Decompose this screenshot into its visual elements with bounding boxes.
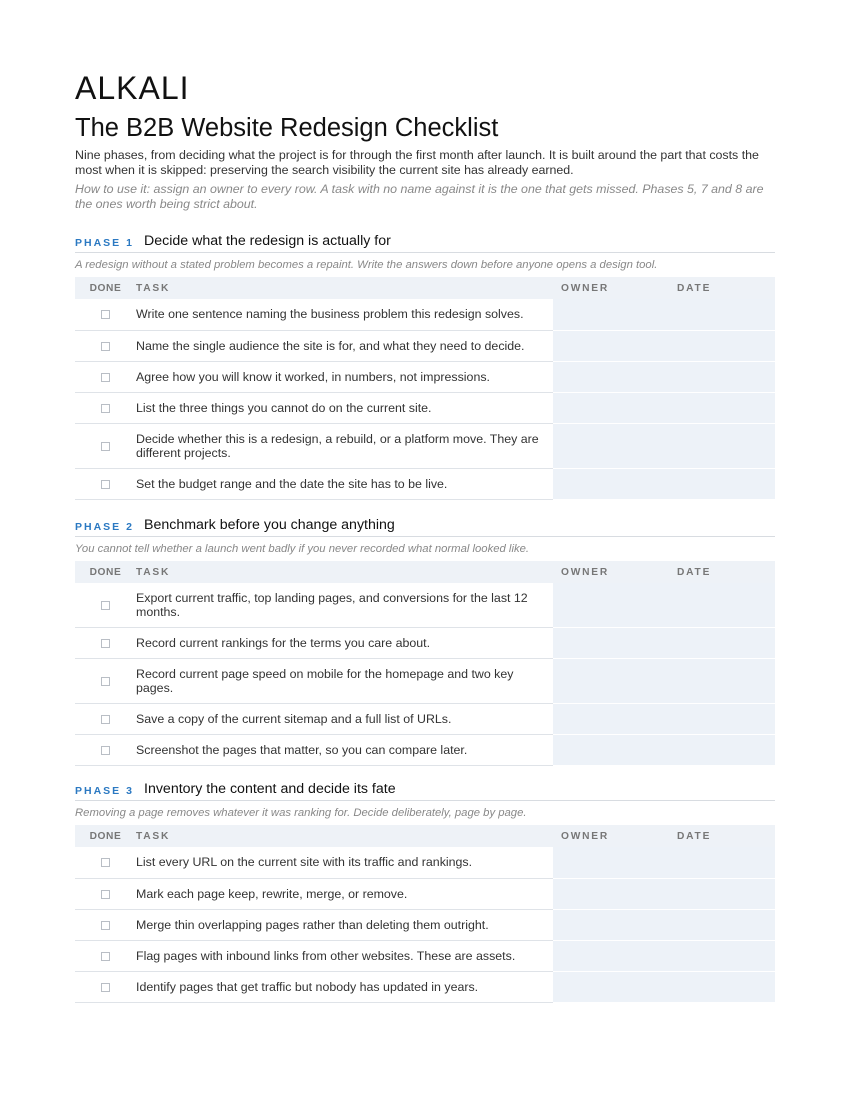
table-row bbox=[75, 878, 775, 909]
done-checkbox[interactable] bbox=[101, 715, 110, 724]
brand-logo: ALKALI bbox=[75, 70, 190, 106]
column-header-done: DONE bbox=[75, 561, 136, 583]
date-field[interactable] bbox=[669, 847, 775, 878]
task-text: Merge thin overlapping pages rather than deleting them outright. bbox=[136, 909, 553, 940]
task-text: List every URL on the current site with its traffic and rankings. bbox=[136, 847, 553, 878]
task-text: List the three things you cannot do on the current site. bbox=[136, 392, 553, 423]
done-cell bbox=[75, 628, 136, 659]
owner-field[interactable] bbox=[553, 299, 669, 330]
owner-field[interactable] bbox=[553, 704, 669, 735]
owner-field[interactable] bbox=[553, 847, 669, 878]
date-field[interactable] bbox=[669, 628, 775, 659]
date-field[interactable] bbox=[669, 583, 775, 628]
phase-label: PHASE 2 bbox=[75, 521, 134, 533]
table-row bbox=[75, 299, 775, 330]
column-header-task: TASK bbox=[136, 561, 553, 583]
task-text: Record current rankings for the terms you care about. bbox=[136, 628, 553, 659]
table-header-row bbox=[75, 277, 775, 299]
column-header-date: DATE bbox=[669, 561, 775, 583]
done-cell bbox=[75, 361, 136, 392]
column-header-date: DATE bbox=[669, 277, 775, 299]
date-field[interactable] bbox=[669, 468, 775, 499]
done-checkbox[interactable] bbox=[101, 404, 110, 413]
table-row bbox=[75, 583, 775, 628]
table-row bbox=[75, 628, 775, 659]
done-checkbox[interactable] bbox=[101, 921, 110, 930]
date-field[interactable] bbox=[669, 909, 775, 940]
task-text: Name the single audience the site is for, and what they need to decide. bbox=[136, 330, 553, 361]
date-field[interactable] bbox=[669, 423, 775, 468]
date-field[interactable] bbox=[669, 299, 775, 330]
phase-label: PHASE 3 bbox=[75, 785, 134, 797]
task-text: Write one sentence naming the business problem this redesign solves. bbox=[136, 299, 553, 330]
phase-title: Decide what the redesign is actually for bbox=[144, 233, 391, 249]
table-row bbox=[75, 361, 775, 392]
phase-section bbox=[75, 232, 775, 500]
table-row bbox=[75, 423, 775, 468]
task-text: Record current page speed on mobile for the homepage and two key pages. bbox=[136, 659, 553, 704]
done-cell bbox=[75, 659, 136, 704]
task-text: Export current traffic, top landing pages, and conversions for the last 12 months. bbox=[136, 583, 553, 628]
done-cell bbox=[75, 583, 136, 628]
done-checkbox[interactable] bbox=[101, 310, 110, 319]
date-field[interactable] bbox=[669, 361, 775, 392]
done-cell bbox=[75, 468, 136, 499]
column-header-date: DATE bbox=[669, 825, 775, 847]
table-row bbox=[75, 847, 775, 878]
phase-note: A redesign without a stated problem becomes a repaint. Write the answers down before anyone opens a design tool. bbox=[75, 259, 658, 271]
done-cell bbox=[75, 299, 136, 330]
task-text: Identify pages that get traffic but nobody has updated in years. bbox=[136, 971, 553, 1002]
page-title: The B2B Website Redesign Checklist bbox=[75, 114, 499, 142]
task-text: Save a copy of the current sitemap and a full list of URLs. bbox=[136, 704, 553, 735]
phase-note: Removing a page removes whatever it was ranking for. Decide deliberately, page by page. bbox=[75, 807, 527, 819]
owner-field[interactable] bbox=[553, 628, 669, 659]
phase-header bbox=[75, 232, 775, 253]
table-row bbox=[75, 330, 775, 361]
done-cell bbox=[75, 392, 136, 423]
column-header-owner: OWNER bbox=[553, 561, 669, 583]
table-row bbox=[75, 909, 775, 940]
intro-text: Nine phases, from deciding what the project is for through the first month after launch. It is built around the part that costs the most when it is skipped: preserving the search visibility the current site has already earned. bbox=[75, 148, 759, 177]
column-header-done: DONE bbox=[75, 825, 136, 847]
table-header-row bbox=[75, 825, 775, 847]
owner-field[interactable] bbox=[553, 468, 669, 499]
owner-field[interactable] bbox=[553, 971, 669, 1002]
column-header-task: TASK bbox=[136, 825, 553, 847]
phase-section bbox=[75, 516, 775, 766]
done-cell bbox=[75, 735, 136, 766]
phase-title: Inventory the content and decide its fate bbox=[144, 781, 396, 797]
table-header-row bbox=[75, 561, 775, 583]
date-field[interactable] bbox=[669, 878, 775, 909]
task-table bbox=[75, 277, 775, 500]
table-row bbox=[75, 468, 775, 499]
table-row bbox=[75, 704, 775, 735]
table-row bbox=[75, 392, 775, 423]
done-checkbox[interactable] bbox=[101, 373, 110, 382]
owner-field[interactable] bbox=[553, 735, 669, 766]
task-table bbox=[75, 825, 775, 1003]
date-field[interactable] bbox=[669, 940, 775, 971]
column-header-owner: OWNER bbox=[553, 277, 669, 299]
done-checkbox[interactable] bbox=[101, 639, 110, 648]
task-text: Screenshot the pages that matter, so you can compare later. bbox=[136, 735, 553, 766]
done-checkbox[interactable] bbox=[101, 952, 110, 961]
date-field[interactable] bbox=[669, 704, 775, 735]
phase-title: Benchmark before you change anything bbox=[144, 517, 395, 533]
column-header-owner: OWNER bbox=[553, 825, 669, 847]
task-table bbox=[75, 561, 775, 766]
date-field[interactable] bbox=[669, 392, 775, 423]
done-checkbox[interactable] bbox=[101, 677, 110, 686]
owner-field[interactable] bbox=[553, 392, 669, 423]
owner-field[interactable] bbox=[553, 583, 669, 628]
done-cell bbox=[75, 940, 136, 971]
done-cell bbox=[75, 330, 136, 361]
done-cell bbox=[75, 878, 136, 909]
date-field[interactable] bbox=[669, 971, 775, 1002]
owner-field[interactable] bbox=[553, 361, 669, 392]
task-text: Set the budget range and the date the site has to be live. bbox=[136, 468, 553, 499]
done-checkbox[interactable] bbox=[101, 442, 110, 451]
owner-field[interactable] bbox=[553, 423, 669, 468]
owner-field[interactable] bbox=[553, 909, 669, 940]
column-header-task: TASK bbox=[136, 277, 553, 299]
done-cell bbox=[75, 704, 136, 735]
table-row bbox=[75, 971, 775, 1002]
column-header-done: DONE bbox=[75, 277, 136, 299]
done-checkbox[interactable] bbox=[101, 746, 110, 755]
owner-field[interactable] bbox=[553, 878, 669, 909]
phase-label: PHASE 1 bbox=[75, 237, 134, 249]
done-checkbox[interactable] bbox=[101, 858, 110, 867]
done-checkbox[interactable] bbox=[101, 342, 110, 351]
date-field[interactable] bbox=[669, 330, 775, 361]
phase-note: You cannot tell whether a launch went badly if you never recorded what normal looked like. bbox=[75, 543, 530, 555]
table-row bbox=[75, 735, 775, 766]
phase-header bbox=[75, 516, 775, 537]
table-row bbox=[75, 659, 775, 704]
done-cell bbox=[75, 847, 136, 878]
done-cell bbox=[75, 423, 136, 468]
date-field[interactable] bbox=[669, 735, 775, 766]
table-row bbox=[75, 940, 775, 971]
done-checkbox[interactable] bbox=[101, 480, 110, 489]
task-text: Agree how you will know it worked, in numbers, not impressions. bbox=[136, 361, 553, 392]
done-checkbox[interactable] bbox=[101, 983, 110, 992]
task-text: Mark each page keep, rewrite, merge, or remove. bbox=[136, 878, 553, 909]
done-cell bbox=[75, 971, 136, 1002]
done-cell bbox=[75, 909, 136, 940]
owner-field[interactable] bbox=[553, 659, 669, 704]
owner-field[interactable] bbox=[553, 940, 669, 971]
done-checkbox[interactable] bbox=[101, 890, 110, 899]
phase-header bbox=[75, 780, 775, 801]
owner-field[interactable] bbox=[553, 330, 669, 361]
done-checkbox[interactable] bbox=[101, 601, 110, 610]
phase-section bbox=[75, 780, 775, 1003]
task-text: Flag pages with inbound links from other websites. These are assets. bbox=[136, 940, 553, 971]
date-field[interactable] bbox=[669, 659, 775, 704]
task-text: Decide whether this is a redesign, a rebuild, or a platform move. They are different projects. bbox=[136, 423, 553, 468]
how-to-text: How to use it: assign an owner to every row. A task with no name against it is the one that gets missed. Phases 5, 7 and 8 are the ones worth being strict about. bbox=[75, 182, 764, 211]
